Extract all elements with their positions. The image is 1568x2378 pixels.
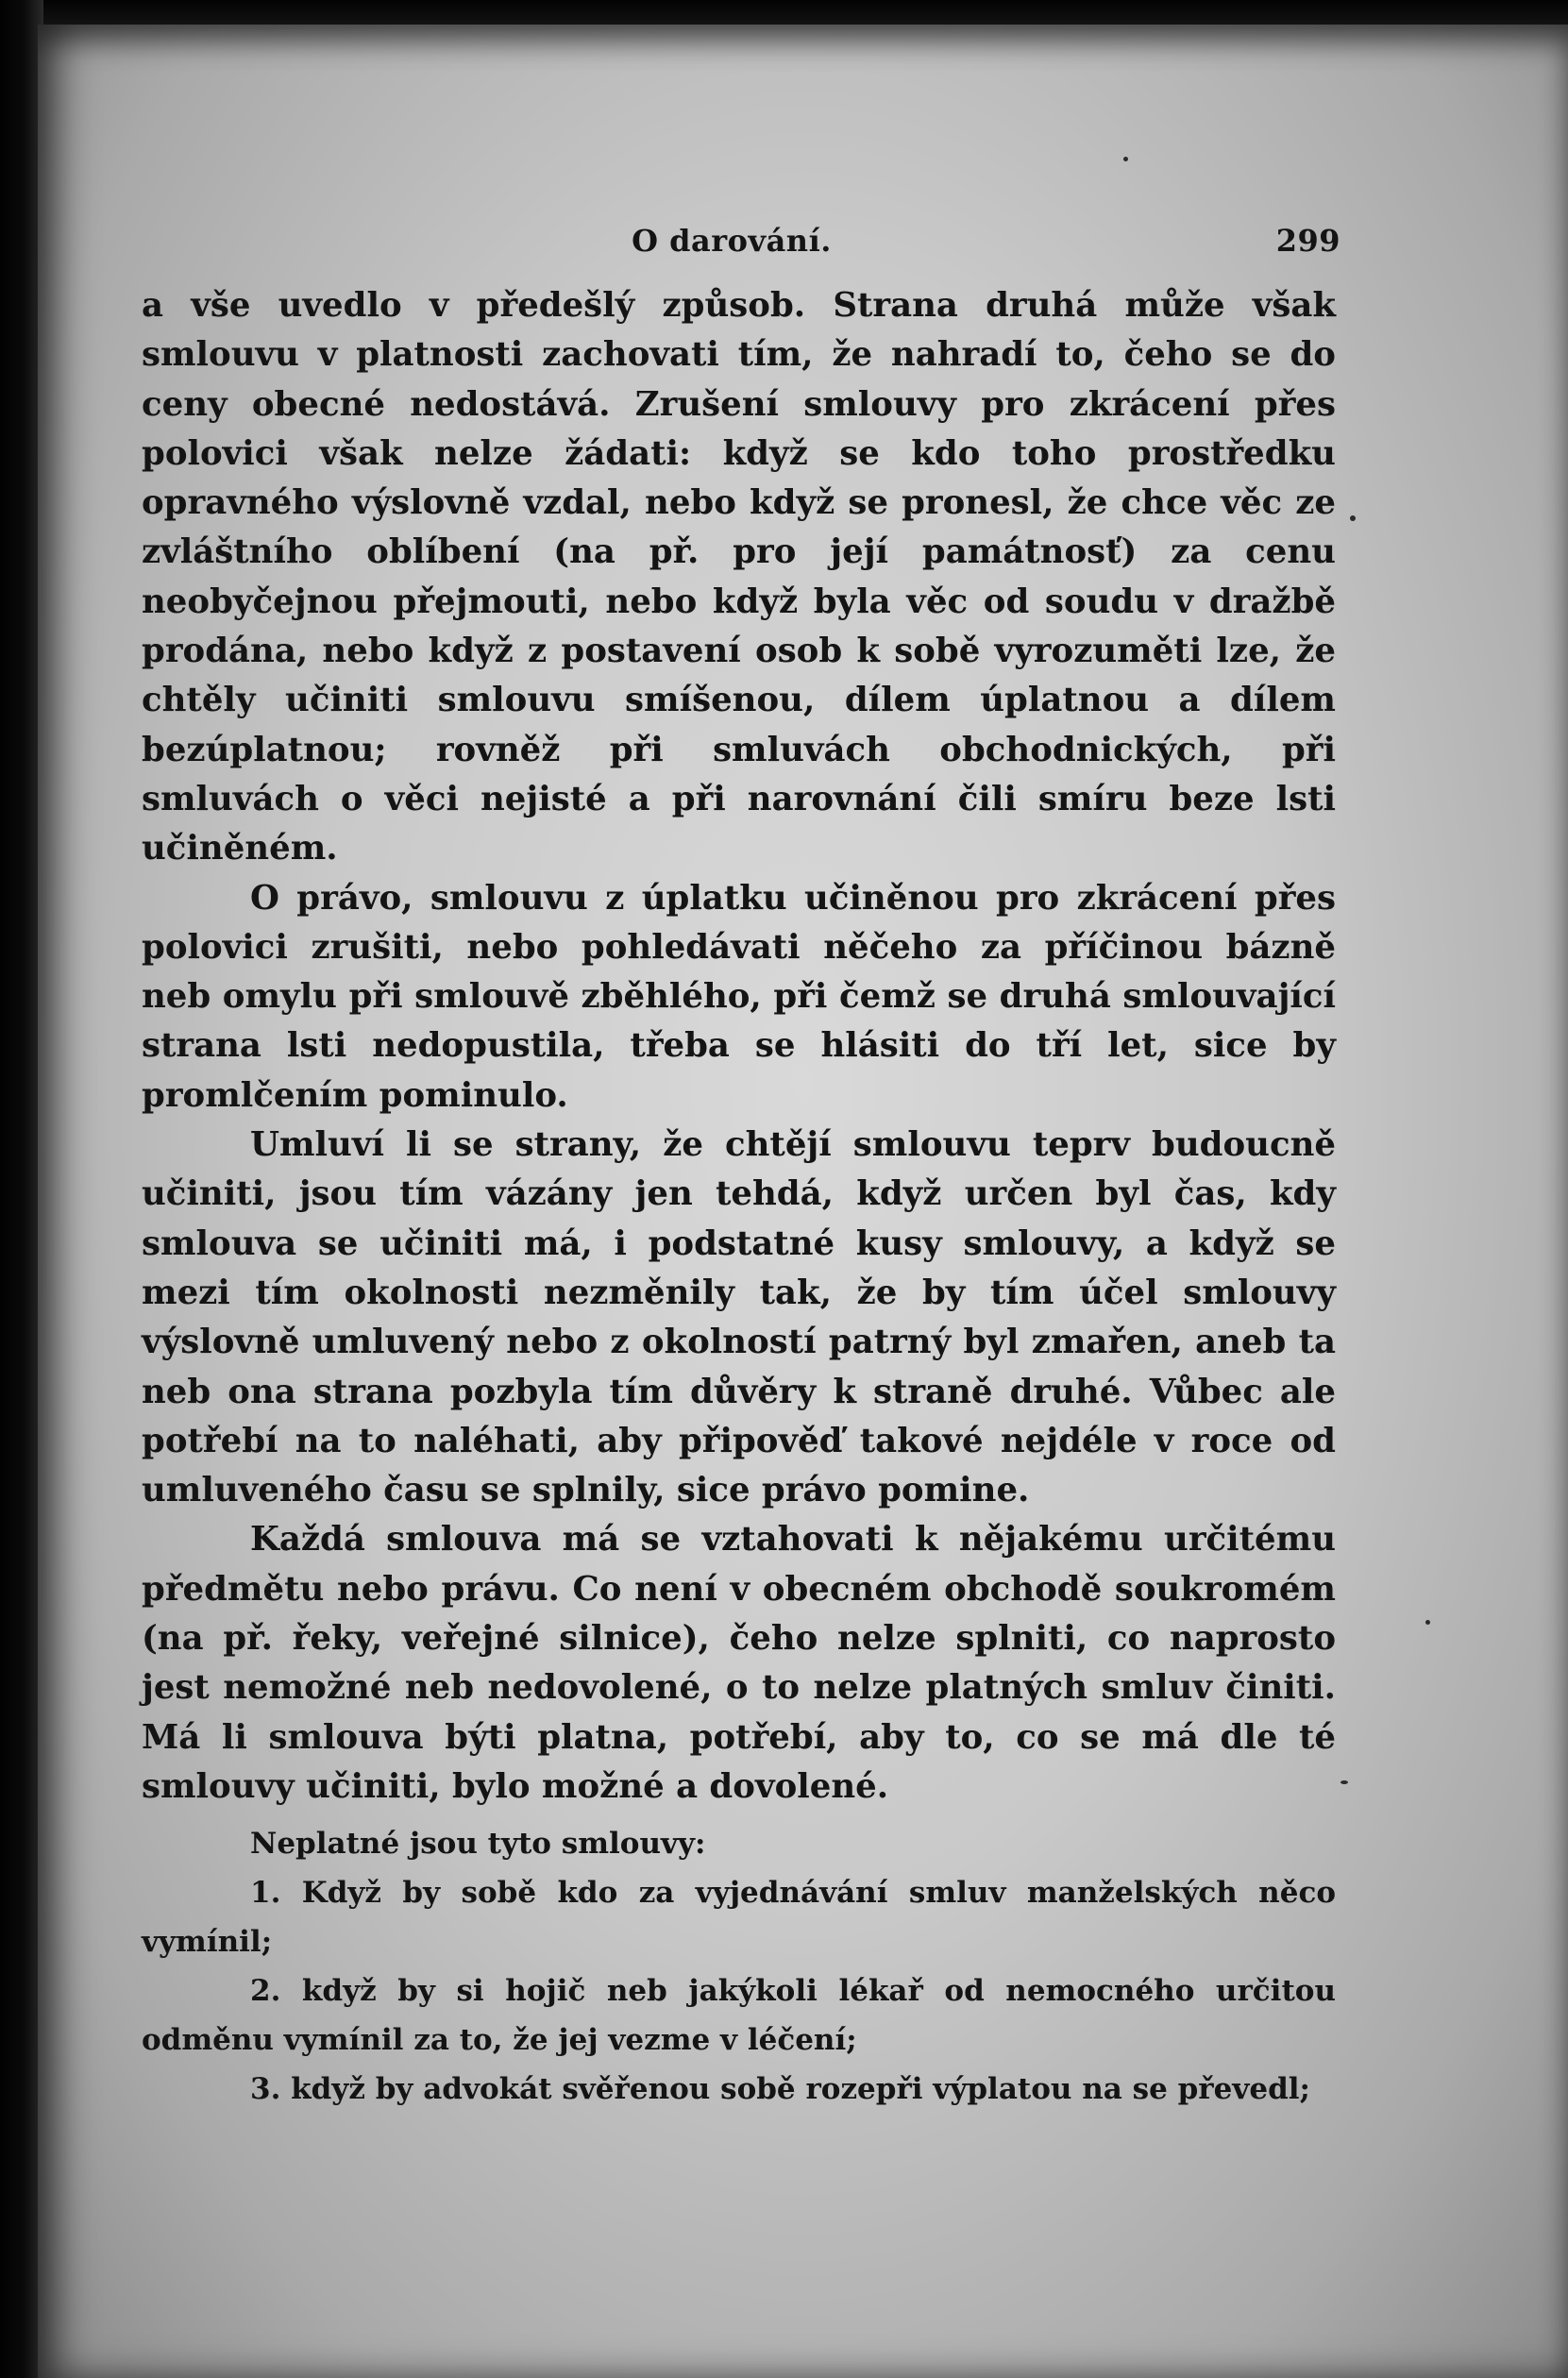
paragraph: O právo, smlouvu z úplatku učiněnou pro zkrácení přes polovici zrušiti, nebo pohledávati něčeho za příčinou bázně neb omylu při smlouvě zběhlého, při čemž se druhá smlouvající strana lsti nedopustila, třeba se hlásiti do tří let, sice by promlčením pominulo. (142, 878, 1336, 1115)
book-page (38, 25, 1568, 2378)
list-item: 3. když by advokát svěřenou sobě rozepři výplatou na se převedl; (250, 2072, 1310, 2107)
list-intro: Neplatné jsou tyto smlouvy: (250, 1827, 706, 1862)
list-item: 1. Když by sobě kdo za vyjednávání smluv manželských něco vymínil; (142, 1876, 1336, 1960)
page-number: 299 (1275, 223, 1340, 259)
paragraph: a vše uvedlo v předešlý způsob. Strana druhá může však smlouvu v platnosti zachovati tím, že nahradí to, čeho se do ceny obecné nedostává. Zrušení smlouvy pro zkrácení přes polovici však nelze žádati: když se kdo toho prostředku opravného výslovně vzdal, nebo když se pronesl, že chce věc ze zvláštního oblíbení (na př. pro její památnosť) za cenu neobyčejnou přejmouti, nebo když byla věc od soudu v dražbě prodána, nebo když z postavení osob k sobě vyrozuměti lze, že chtěly učiniti smlouvu smíšenou, dílem úplatnou a dílem bezúplatnou; rovněž při smluvách obchodnických, při smluvách o věci nejisté a při narovnání čili smíru beze lsti učiněném. (142, 286, 1336, 869)
invalid-contracts-list (142, 1819, 1336, 2114)
scan-speck (1425, 1620, 1430, 1625)
body-text (142, 281, 1336, 1812)
running-head (142, 204, 1369, 261)
list-item: 2. když by si hojič neb jakýkoli lékař od nemocného určitou odměnu vymínil za to, že jej vezme v léčení; (142, 1974, 1336, 2058)
running-title: O darování. (632, 223, 832, 259)
scan-speck (1123, 157, 1128, 161)
paragraph: Každá smlouva má se vztahovati k nějakému určitému předmětu nebo právu. Co není v obecném obchodě soukromém (na př. řeky, veřejné silnice), čeho nelze splniti, co naprosto jest nemožné neb nedovolené, o to nelze platných smluv činiti. Má li smlouva býti platna, potřebí, aby to, co se má dle té smlouvy učiniti, bylo možné a dovolené. (142, 1520, 1336, 1806)
paragraph: Umluví li se strany, že chtějí smlouvu teprv budoucně učiniti, jsou tím vázány jen tehdá, když určen byl čas, kdy smlouva se učiniti má, i podstatné kusy smlouvy, a když se mezi tím okolnosti nezměnily tak, že by tím účel smlouvy výslovně umluvený nebo z okolností patrný byl zmařen, aneb ta neb ona strana pozbyla tím důvěry k straně druhé. Vůbec ale potřebí na to naléhati, aby připověď takové nejdéle v roce od umluveného času se splnily, sice právo pomine. (142, 1125, 1336, 1510)
page-content (142, 204, 1369, 2114)
